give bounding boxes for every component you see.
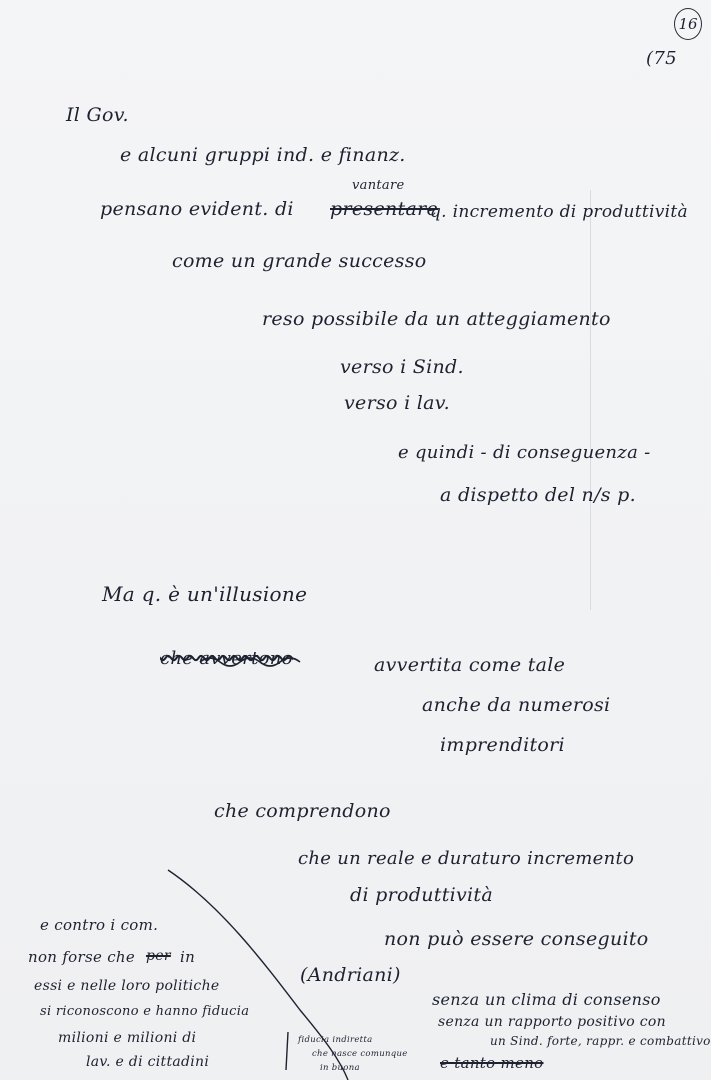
margin-line-9: in buona: [320, 1063, 360, 1073]
margin-line-2-struck: per: [146, 948, 171, 964]
line-10: Ma q. è un'illusione: [102, 582, 308, 606]
line-1: Il Gov.: [66, 104, 129, 126]
margin-line-5: milioni e milioni di: [58, 1030, 197, 1046]
line-2: e alcuni gruppi ind. e finanz.: [120, 144, 406, 166]
line-8: e quindi - di conseguenza -: [398, 442, 651, 463]
margin-line-6: lav. e di cittadini: [86, 1054, 210, 1070]
line-11-struck: che avvertono: [160, 648, 293, 669]
margin-line-1: e contro i com.: [40, 916, 159, 934]
margin-line-2a: non forse che: [28, 948, 136, 966]
line-11: avvertita come tale: [374, 654, 566, 676]
line-9: a dispetto del n/s p.: [440, 484, 636, 506]
line-13: imprenditori: [440, 734, 565, 756]
line-18: (Andriani): [300, 964, 401, 986]
margin-bracket-mark: [286, 1032, 288, 1070]
line-14: che comprendono: [214, 800, 391, 822]
line-3a: pensano evident. di: [100, 198, 294, 220]
line-3-insert: vantare: [352, 178, 405, 193]
line-7: verso i lav.: [344, 392, 450, 414]
line-21: un Sind. forte, rappr. e combattivo: [490, 1034, 711, 1048]
sheet-number: (75: [646, 48, 677, 69]
line-4: come un grande successo: [172, 250, 427, 272]
line-17: non può essere conseguito: [384, 928, 649, 950]
line-15: che un reale e duraturo incremento: [298, 848, 635, 869]
line-19: senza un clima di consenso: [432, 990, 661, 1009]
margin-line-2b: in: [180, 948, 196, 966]
margin-separator-curve: [168, 870, 348, 1080]
line-6: verso i Sind.: [340, 356, 464, 378]
margin-line-8: che nasce comunque: [312, 1049, 408, 1059]
line-3b: q. incremento di produttività: [430, 202, 688, 222]
margin-line-3: essi e nelle loro politiche: [34, 978, 220, 994]
line-22-struck: e tanto meno: [440, 1054, 544, 1072]
line-12: anche da numerosi: [422, 694, 611, 716]
page-number: 16: [678, 15, 698, 33]
margin-line-7: fiducia indiretta: [298, 1035, 373, 1045]
line-20: senza un rapporto positivo con: [438, 1014, 666, 1030]
line-3-struck: presentare: [330, 198, 439, 220]
line-16: di produttività: [350, 884, 493, 906]
scribble-over-struck-words: [200, 658, 300, 666]
margin-line-4: si riconoscono e hanno fiducia: [40, 1004, 250, 1019]
line-5: reso possibile da un atteggiamento: [262, 308, 611, 330]
